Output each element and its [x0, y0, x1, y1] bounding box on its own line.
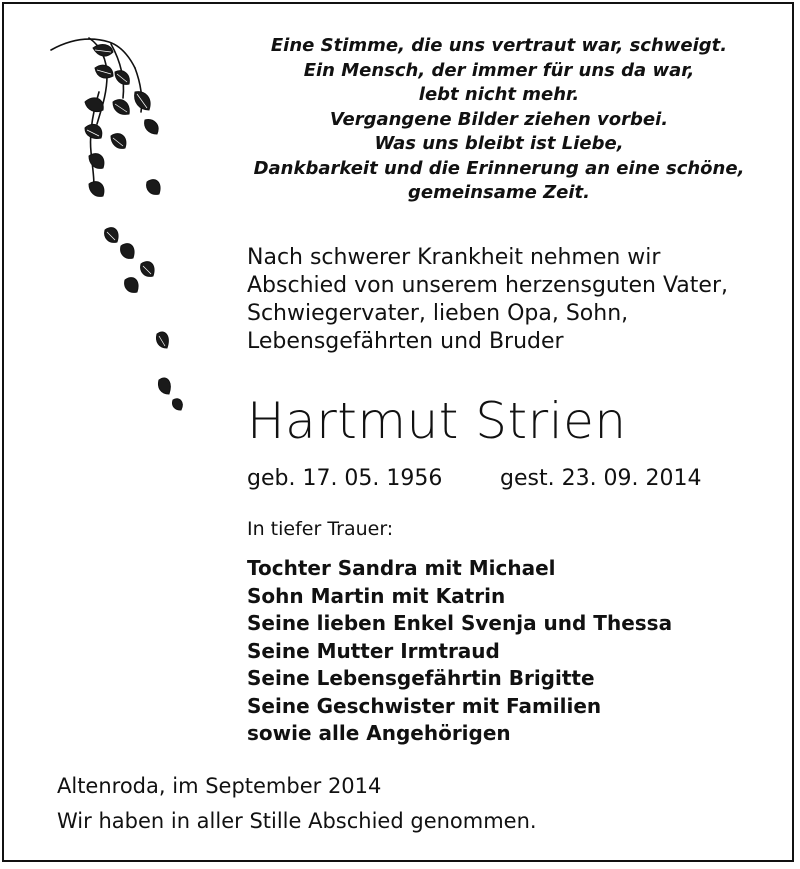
poem-line: lebt nicht mehr.: [418, 84, 580, 105]
poem-line: Eine Stimme, die uns vertraut war, schweigt.: [270, 35, 728, 56]
list-item: Tochter Sandra mit Michael: [247, 556, 556, 580]
list-item: Seine Geschwister mit Familien: [247, 693, 602, 718]
announcement-line: Lebensgefährten und Bruder: [247, 329, 564, 354]
announcement-line: Schwiegervater, lieben Opa, Sohn,: [247, 301, 629, 326]
obituary-notice: [2, 2, 794, 862]
falling-leaves-icon: [49, 32, 219, 432]
mourners-list: [247, 555, 672, 748]
poem-line: gemeinsame Zeit.: [407, 182, 590, 203]
poem: [244, 34, 754, 206]
birth-date: geb. 17. 05. 1956: [247, 466, 443, 491]
list-item: Seine lieben Enkel Svenja und Thessa: [247, 611, 673, 635]
list-item: sowie alle Angehörigen: [247, 721, 511, 745]
funeral-note: Wir haben in aller Stille Abschied genommen.: [57, 809, 537, 833]
death-date: gest. 23. 09. 2014: [500, 466, 702, 491]
deceased-name: Hartmut Strien: [247, 392, 627, 450]
place-date: Altenroda, im September 2014: [57, 774, 382, 798]
list-item: Seine Mutter Irmtraud: [247, 638, 500, 663]
footer: [57, 769, 537, 839]
list-item: Sohn Martin mit Katrin: [247, 583, 506, 608]
life-dates: [247, 465, 702, 493]
poem-line: Dankbarkeit und die Erinnerung an eine schöne,: [253, 157, 745, 179]
mourning-label: In tiefer Trauer:: [247, 518, 394, 540]
list-item: Seine Lebensgefährtin Brigitte: [247, 666, 595, 690]
announcement-line: Abschied von unserem herzensguten Vater,: [247, 273, 728, 298]
poem-line: Ein Mensch, der immer für uns da war,: [303, 59, 695, 81]
poem-line: Vergangene Bilder ziehen vorbei.: [329, 108, 669, 130]
announcement-line: Nach schwerer Krankheit nehmen wir: [247, 245, 661, 270]
announcement-text: [247, 244, 767, 356]
poem-line: Was uns bleibt ist Liebe,: [374, 133, 624, 154]
